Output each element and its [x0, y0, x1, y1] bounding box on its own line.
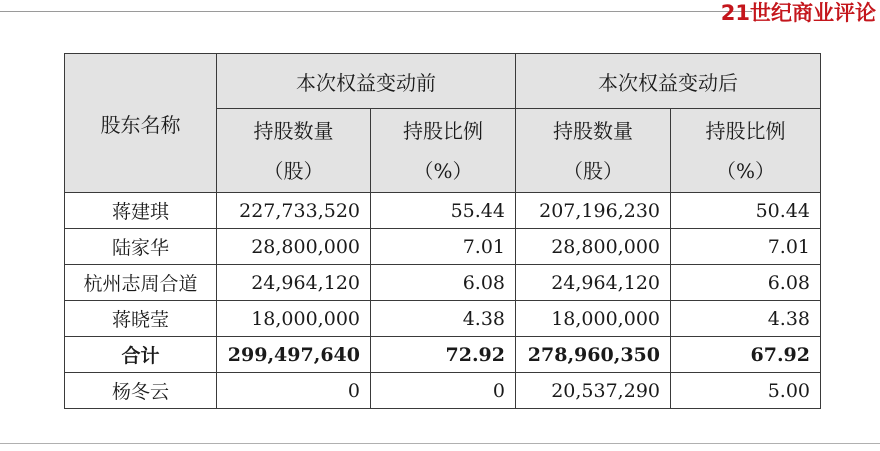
- after-shares-cell: 20,537,290: [516, 373, 671, 409]
- before-ratio-cell: 55.44: [371, 193, 516, 229]
- before-shares-cell: 227,733,520: [217, 193, 371, 229]
- header-ratio-unit: （%）: [413, 158, 473, 183]
- before-ratio-cell: 7.01: [371, 229, 516, 265]
- after-shares-cell: 24,964,120: [516, 265, 671, 301]
- before-shares-cell: 24,964,120: [217, 265, 371, 301]
- after-shares-cell: 207,196,230: [516, 193, 671, 229]
- header-shares-label: 持股数量: [553, 118, 633, 143]
- shareholder-name-cell: 陆家华: [65, 229, 217, 265]
- header-shares-unit: （股）: [263, 158, 324, 183]
- shareholder-name-cell: 合计: [65, 337, 217, 373]
- header-shares-unit: （股）: [563, 158, 623, 183]
- before-ratio-cell: 0: [371, 373, 516, 409]
- header-before-change: 本次权益变动前: [217, 54, 516, 109]
- table-row: [65, 373, 821, 409]
- after-ratio-cell: 50.44: [671, 193, 821, 229]
- header-after-ratio: [671, 109, 821, 193]
- after-ratio-cell: 67.92: [671, 337, 821, 373]
- header-before-shares: [217, 109, 371, 193]
- before-shares-cell: 28,800,000: [217, 229, 371, 265]
- header-ratio-unit: （%）: [715, 158, 775, 183]
- header-shareholder-name: 股东名称: [65, 54, 217, 193]
- bottom-divider: [0, 443, 880, 444]
- table-row: [65, 193, 821, 229]
- before-shares-cell: 0: [217, 373, 371, 409]
- shareholding-table: [64, 53, 821, 409]
- header-ratio-label: 持股比例: [403, 118, 483, 143]
- after-ratio-cell: 7.01: [671, 229, 821, 265]
- table-row-total: [65, 337, 821, 373]
- header-after-shares: [516, 109, 671, 193]
- after-ratio-cell: 6.08: [671, 265, 821, 301]
- header-shares-label: 持股数量: [253, 118, 334, 143]
- before-ratio-cell: 6.08: [371, 265, 516, 301]
- table-row: [65, 229, 821, 265]
- shareholder-name-cell: 杨冬云: [65, 373, 217, 409]
- brand-logo: 21世纪商业评论: [720, 1, 876, 25]
- after-shares-cell: 28,800,000: [516, 229, 671, 265]
- after-ratio-cell: 5.00: [671, 373, 821, 409]
- before-shares-cell: 18,000,000: [217, 301, 371, 337]
- before-shares-cell: 299,497,640: [217, 337, 371, 373]
- shareholder-name-cell: 蒋晓莹: [65, 301, 217, 337]
- before-ratio-cell: 4.38: [371, 301, 516, 337]
- after-shares-cell: 18,000,000: [516, 301, 671, 337]
- table-row: [65, 265, 821, 301]
- shareholder-name-cell: 杭州志周合道: [65, 265, 217, 301]
- table-row: [65, 301, 821, 337]
- shareholder-name-cell: 蒋建琪: [65, 193, 217, 229]
- after-shares-cell: 278,960,350: [516, 337, 671, 373]
- top-divider: [0, 11, 752, 12]
- header-after-change: 本次权益变动后: [516, 54, 821, 109]
- header-before-ratio: [371, 109, 516, 193]
- before-ratio-cell: 72.92: [371, 337, 516, 373]
- after-ratio-cell: 4.38: [671, 301, 821, 337]
- header-ratio-label: 持股比例: [705, 118, 786, 143]
